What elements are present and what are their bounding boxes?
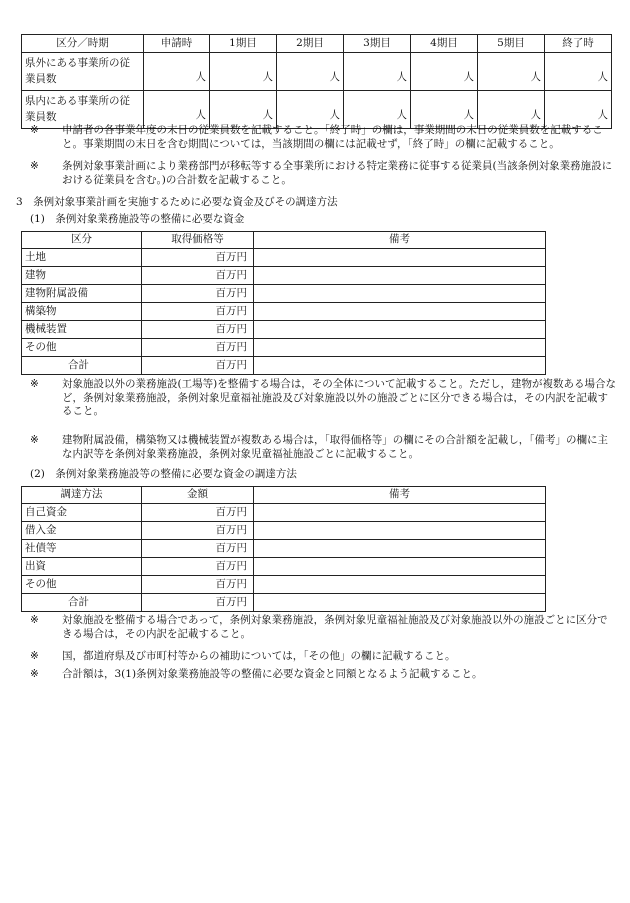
amount-cell[interactable]: 百万円 <box>142 249 254 267</box>
note <box>30 668 616 682</box>
table-total-row <box>22 594 546 612</box>
table-row <box>22 303 546 321</box>
header-cell: 金額 <box>142 487 254 504</box>
row-label: 建物附属設備 <box>22 285 142 303</box>
row-label: 社債等 <box>22 540 142 558</box>
header-cell: 2期目 <box>277 35 344 53</box>
note-text: 建物附属設備，構築物又は機械装置が複数ある場合は，「取得価格等」の欄にその合計額を記載し，「備考」の欄に主な内訳等を条例対象業務施設，条例対象児童福祉施設ごとに記載すること。 <box>62 434 608 460</box>
remarks-cell[interactable] <box>254 540 546 558</box>
total-amount-cell[interactable]: 百万円 <box>142 594 254 612</box>
value-cell[interactable]: 人 <box>344 53 411 91</box>
row-label: 建物 <box>22 267 142 285</box>
employees-table <box>21 34 612 129</box>
note <box>30 434 616 461</box>
table-row <box>22 576 546 594</box>
remarks-cell[interactable] <box>254 321 546 339</box>
remarks-cell[interactable] <box>254 357 546 375</box>
remarks-cell[interactable] <box>254 303 546 321</box>
note-mark: ※ <box>30 434 39 446</box>
value-cell[interactable]: 人 <box>545 91 612 129</box>
note-mark: ※ <box>30 614 39 626</box>
note <box>30 124 616 151</box>
note-text: 合計額は，3(1)条例対象業務施設等の整備に必要な資金と同額となるよう記載すること。 <box>62 668 483 680</box>
note <box>30 614 616 641</box>
note-mark: ※ <box>30 124 39 136</box>
row-label: 土地 <box>22 249 142 267</box>
note-text: 条例対象事業計画により業務部門が移転等する全事業所における特定業務に従事する従業員(当該条例対象業務施設における従業員を含む。)の合計数を記載すること。 <box>62 160 613 186</box>
row-label: その他 <box>22 576 142 594</box>
remarks-cell[interactable] <box>254 576 546 594</box>
amount-cell[interactable]: 百万円 <box>142 339 254 357</box>
header-cell: 備考 <box>254 487 546 504</box>
table-header-row <box>22 232 546 249</box>
note-text: 国，都道府県及び市町村等からの補助については，「その他」の欄に記載すること。 <box>62 650 456 662</box>
note <box>30 160 616 187</box>
remarks-cell[interactable] <box>254 594 546 612</box>
remarks-cell[interactable] <box>254 285 546 303</box>
table-row <box>22 558 546 576</box>
header-cell: 1期目 <box>210 35 277 53</box>
value-cell[interactable]: 人 <box>144 53 210 91</box>
note-mark: ※ <box>30 650 39 662</box>
table-row <box>22 522 546 540</box>
table-header-row <box>22 35 612 53</box>
value-cell[interactable]: 人 <box>478 53 545 91</box>
amount-cell[interactable]: 百万円 <box>142 558 254 576</box>
row-label: 出資 <box>22 558 142 576</box>
table-row <box>22 504 546 522</box>
row-label: その他 <box>22 339 142 357</box>
value-cell[interactable]: 人 <box>277 91 344 129</box>
amount-cell[interactable]: 百万円 <box>142 576 254 594</box>
header-cell: 備考 <box>254 232 546 249</box>
amount-cell[interactable]: 百万円 <box>142 267 254 285</box>
header-cell: 3期目 <box>344 35 411 53</box>
note-mark: ※ <box>30 378 39 390</box>
value-cell[interactable]: 人 <box>411 53 478 91</box>
note-mark: ※ <box>30 668 39 680</box>
table-header-row <box>22 487 546 504</box>
subsection-title: (2) 条例対象業務施設等の整備に必要な資金の調達方法 <box>30 468 297 480</box>
header-cell: 取得価格等 <box>142 232 254 249</box>
value-cell[interactable]: 人 <box>210 53 277 91</box>
header-cell: 4期目 <box>411 35 478 53</box>
funds-table <box>21 231 546 375</box>
value-cell[interactable]: 人 <box>277 53 344 91</box>
note-mark: ※ <box>30 160 39 172</box>
table-row <box>22 540 546 558</box>
table-row <box>22 91 612 129</box>
header-cell: 調達方法 <box>22 487 142 504</box>
row-label: 県内にある事業所の従業員数 <box>22 91 144 129</box>
row-label: 自己資金 <box>22 504 142 522</box>
row-label: 県外にある事業所の従業員数 <box>22 53 144 91</box>
remarks-cell[interactable] <box>254 267 546 285</box>
header-cell: 区分／時期 <box>22 35 144 53</box>
table-row <box>22 267 546 285</box>
value-cell[interactable]: 人 <box>344 91 411 129</box>
note-text: 申請者の各事業年度の末日の従業員数を記載すること。「終了時」の欄は，事業期間の末日の従業員数を記載すること。事業期間の末日を含む期間については，当該期間の欄には記載せず，「終了時」の欄に記載すること。 <box>62 124 603 150</box>
amount-cell[interactable]: 百万円 <box>142 504 254 522</box>
row-label: 構築物 <box>22 303 142 321</box>
total-amount-cell[interactable]: 百万円 <box>142 357 254 375</box>
procurement-table <box>21 486 546 612</box>
table-row <box>22 53 612 91</box>
note-text: 対象施設を整備する場合であって，条例対象業務施設，条例対象児童福祉施設及び対象施設以外の施設ごとに区分できる場合は，その内訳を記載すること。 <box>62 614 608 640</box>
value-cell[interactable]: 人 <box>210 91 277 129</box>
value-cell[interactable]: 人 <box>545 53 612 91</box>
header-cell: 5期目 <box>478 35 545 53</box>
amount-cell[interactable]: 百万円 <box>142 522 254 540</box>
header-cell: 申請時 <box>144 35 210 53</box>
row-label: 機械装置 <box>22 321 142 339</box>
table-row <box>22 249 546 267</box>
row-label: 借入金 <box>22 522 142 540</box>
note <box>30 378 616 419</box>
header-cell: 区分 <box>22 232 142 249</box>
remarks-cell[interactable] <box>254 339 546 357</box>
header-cell: 終了時 <box>545 35 612 53</box>
amount-cell[interactable]: 百万円 <box>142 303 254 321</box>
value-cell[interactable]: 人 <box>144 91 210 129</box>
amount-cell[interactable]: 百万円 <box>142 321 254 339</box>
subsection-title: (1) 条例対象業務施設等の整備に必要な資金 <box>30 213 245 225</box>
table-total-row <box>22 357 546 375</box>
total-label: 合計 <box>22 594 142 612</box>
amount-cell[interactable]: 百万円 <box>142 540 254 558</box>
value-cell[interactable]: 人 <box>411 91 478 129</box>
value-cell[interactable]: 人 <box>478 91 545 129</box>
amount-cell[interactable]: 百万円 <box>142 285 254 303</box>
table-row <box>22 321 546 339</box>
remarks-cell[interactable] <box>254 558 546 576</box>
remarks-cell[interactable] <box>254 249 546 267</box>
note-text: 対象施設以外の業務施設(工場等)を整備する場合は，その全体について記載すること。ただし，建物が複数ある場合など，条例対象業務施設，条例対象児童福祉施設及び対象施設以外の施設ごとに区分できる場合は，その内訳を記載すること。 <box>62 378 616 418</box>
table-row <box>22 285 546 303</box>
remarks-cell[interactable] <box>254 504 546 522</box>
table-row <box>22 339 546 357</box>
total-label: 合計 <box>22 357 142 375</box>
note <box>30 650 616 664</box>
section-title: 3 条例対象事業計画を実施するために必要な資金及びその調達方法 <box>16 196 338 208</box>
remarks-cell[interactable] <box>254 522 546 540</box>
